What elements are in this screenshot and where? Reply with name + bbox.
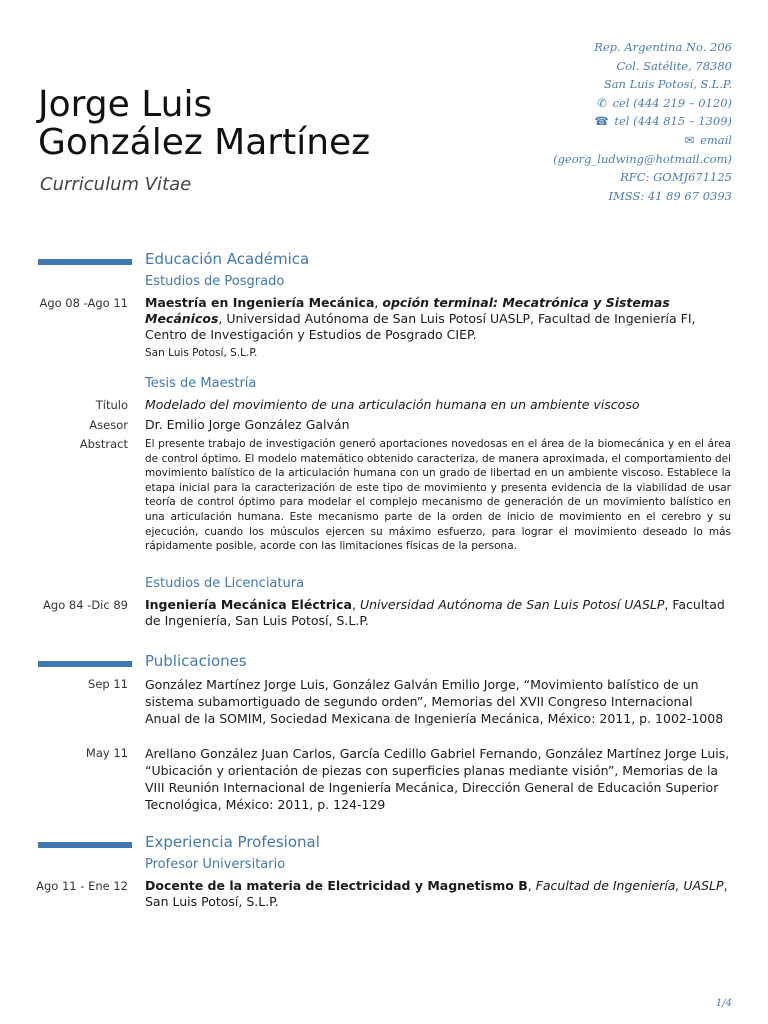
envelope-icon: ✉ (684, 132, 695, 147)
page-number: 1/4 (715, 998, 732, 1009)
email-label: email (700, 132, 732, 147)
thesis-abstract: El presente trabajo de investigación generó aportaciones novedosas en el área de la biomecánica y en el área de control óptimo. El modelo matemático obtenido caracteriza, de manera aproximada, el comportamiento del movimiento balístico de la articulación humana con un grado de libertad en un ambiente viscoso. Establece la etapa inicial para la caracterización de este tipo de movimiento y presenta evidencia de la viabilidad de usar teoría de control óptimo para modelar el complejo mecanismo de generación de un movimiento balístico en una articulación humana. Este mecanismo parte de la orden de inicio de movimiento en el cerebro y su ejecución, cuando los músculos ejercen su máximo esfuerzo, para lograr el movimiento deseado lo más rápidamente posible, acorde con las limitaciones físicas de la persona. (145, 438, 731, 553)
tel-text: tel (444 815 – 1309) (614, 114, 732, 129)
section-bar-publications (38, 661, 132, 667)
name-line-1: Jorge Luis (38, 84, 213, 125)
subsection-title-professor: Profesor Universitario (145, 857, 286, 872)
imss-line: IMSS: 41 89 67 0393 (608, 188, 732, 203)
publication-date: Sep 11 (88, 677, 128, 691)
rfc-line: RFC: GOMJ671125 (620, 170, 732, 185)
institution-rest: , Facultad de Ingeniería, San Luis Potosí, S.L.P. (145, 597, 725, 628)
institution: , Universidad Autónoma de San Luis Potosí UASLP, Facultad de Ingeniería FI, Centro de Investigación y Estudios de Posgrado CIEP. (145, 311, 696, 342)
entry-body (145, 597, 731, 629)
separator: , (352, 597, 360, 612)
cel-text: cel (444 219 – 0120) (612, 95, 732, 110)
cv-subtitle: Curriculum Vitae (40, 174, 192, 195)
telephone-icon: ☎ (594, 114, 609, 129)
candidate-name (38, 86, 370, 162)
publication-text: Arellano González Juan Carlos, García Cedillo Gabriel Fernando, González Martínez Jorge Luis, “Ubicación y orientación de piezas con superficies planas mediante visión”, Memorias de la VIII Reunión Internacional de Ingeniería Mecánica, Dirección General de Educación Superior Tecnológica, México: 2011, p. 124-129 (145, 746, 730, 812)
publication-date: May 11 (85, 746, 128, 760)
separator: , (527, 878, 536, 893)
thesis-title-label: Título (95, 398, 128, 412)
section-title-publications: Publicaciones (145, 652, 247, 670)
address-line-2: Col. Satélite, 78380 (616, 58, 732, 73)
email-line (492, 131, 732, 150)
section-bar-experience (38, 842, 132, 848)
entry-body (145, 878, 731, 910)
publication-text: González Martínez Jorge Luis, González Galván Emilio Jorge, “Movimiento balístico de un sistema subamortiguado de segundo orden”, Memorias del XVII Congreso Internacional Anual de la SOMIM, Sociedad Mexicana de Ingeniería Mecánica, México: 2011, p. 1002-1008 (145, 677, 724, 726)
university: Universidad Autónoma de San Luis Potosí UASLP (359, 597, 665, 612)
separator: , (374, 295, 383, 310)
entry-date: Ago 84 -Dic 89 (43, 598, 128, 612)
degree-title: Ingeniería Mecánica Eléctrica (145, 597, 352, 612)
thesis-advisor: Dr. Emilio Jorge González Galván (145, 417, 350, 432)
contact-block (492, 38, 732, 205)
role-title: Docente de la materia de Electricidad y Magnetismo B (145, 878, 528, 893)
entry-date: Ago 11 - Ene 12 (36, 879, 128, 893)
workplace: Facultad de Ingeniería, UASLP (535, 878, 724, 893)
thesis-title: Modelado del movimiento de una articulación humana en un ambiente viscoso (145, 397, 640, 412)
mobile-phone-icon: ✆ (597, 95, 607, 110)
cel-line (492, 94, 732, 113)
email-address[interactable]: (georg_ludwing@hotmail.com) (553, 151, 732, 166)
address-line-1: Rep. Argentina No. 206 (594, 40, 732, 54)
entry-date: Ago 08 -Ago 11 (39, 296, 128, 310)
degree-title: Maestría en Ingeniería Mecánica (145, 295, 375, 310)
workplace-location: , San Luis Potosí, S.L.P. (145, 878, 728, 909)
entry-body (145, 295, 731, 361)
subsection-title-thesis: Tesis de Maestría (145, 376, 257, 391)
subsection-title-licenciatura: Estudios de Licenciatura (145, 576, 305, 591)
section-bar-education (38, 259, 132, 265)
subsection-title-posgrado: Estudios de Posgrado (145, 274, 285, 289)
thesis-advisor-label: Asesor (89, 418, 128, 432)
location: San Luis Potosí, S.L.P. (145, 347, 258, 359)
name-line-2: González Martínez (38, 122, 371, 163)
address-line-3: San Luis Potosí, S.L.P. (603, 77, 732, 92)
section-title-experience: Experiencia Profesional (145, 833, 320, 851)
section-title-education: Educación Académica (145, 250, 310, 268)
tel-line (492, 112, 732, 131)
degree-option: opción terminal: Mecatrónica y Sistemas Mecánicos (145, 295, 670, 326)
thesis-abstract-label: Abstract (79, 437, 128, 451)
